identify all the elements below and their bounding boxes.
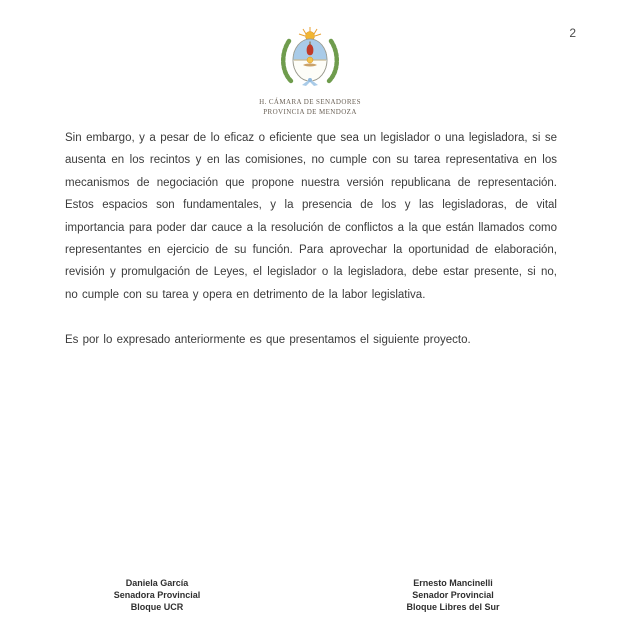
- signer-bloc: Bloque UCR: [130, 602, 184, 612]
- signer-title: Senadora Provincial: [113, 590, 201, 600]
- signer-name: Ernesto Mancinelli: [413, 578, 493, 588]
- body-paragraph-1: Sin embargo, y a pesar de lo eficaz o eficiente que sea un legislador o una legisladora, si se ausenta en los recintos y en las comisiones, no cumple con su tarea representativa en los mecanismos de negociación que propone nuestra versión republicana de representación. Estos espacios son fundamentales, y la presencia de los y las legisladoras, de vital importancia para poder dar cauce a la resolución de conflictos a la que están llamados como representantes en ejercicio de su función. Para aprovechar la oportunidad de elaboración, revisión y promulgación de Leyes, el legislador o la legisladora, debe estar presente, si no, no cumple con su tarea y opera en detrimento de la labor legislativa.: [65, 132, 557, 301]
- signer-title: Senador Provincial: [412, 590, 494, 600]
- org-name-line2: PROVINCIA DE MENDOZA: [263, 108, 357, 116]
- org-header: [0, 97, 620, 117]
- signature-block-daniela-garcia: [77, 577, 237, 613]
- signature-block-ernesto-mancinelli: [373, 577, 533, 613]
- mendoza-coat-of-arms-icon: [273, 27, 347, 93]
- body-paragraph-2: Es por lo expresado anteriormente es que presentamos el siguiente proyecto.: [65, 333, 471, 346]
- header-emblem-block: [0, 27, 620, 98]
- org-name-line1: H. CÁMARA DE SENADORES: [259, 98, 361, 106]
- signer-bloc: Bloque Libres del Sur: [406, 602, 500, 612]
- page-number: 2: [569, 26, 576, 40]
- document-body: [65, 127, 557, 351]
- signer-name: Daniela García: [125, 578, 189, 588]
